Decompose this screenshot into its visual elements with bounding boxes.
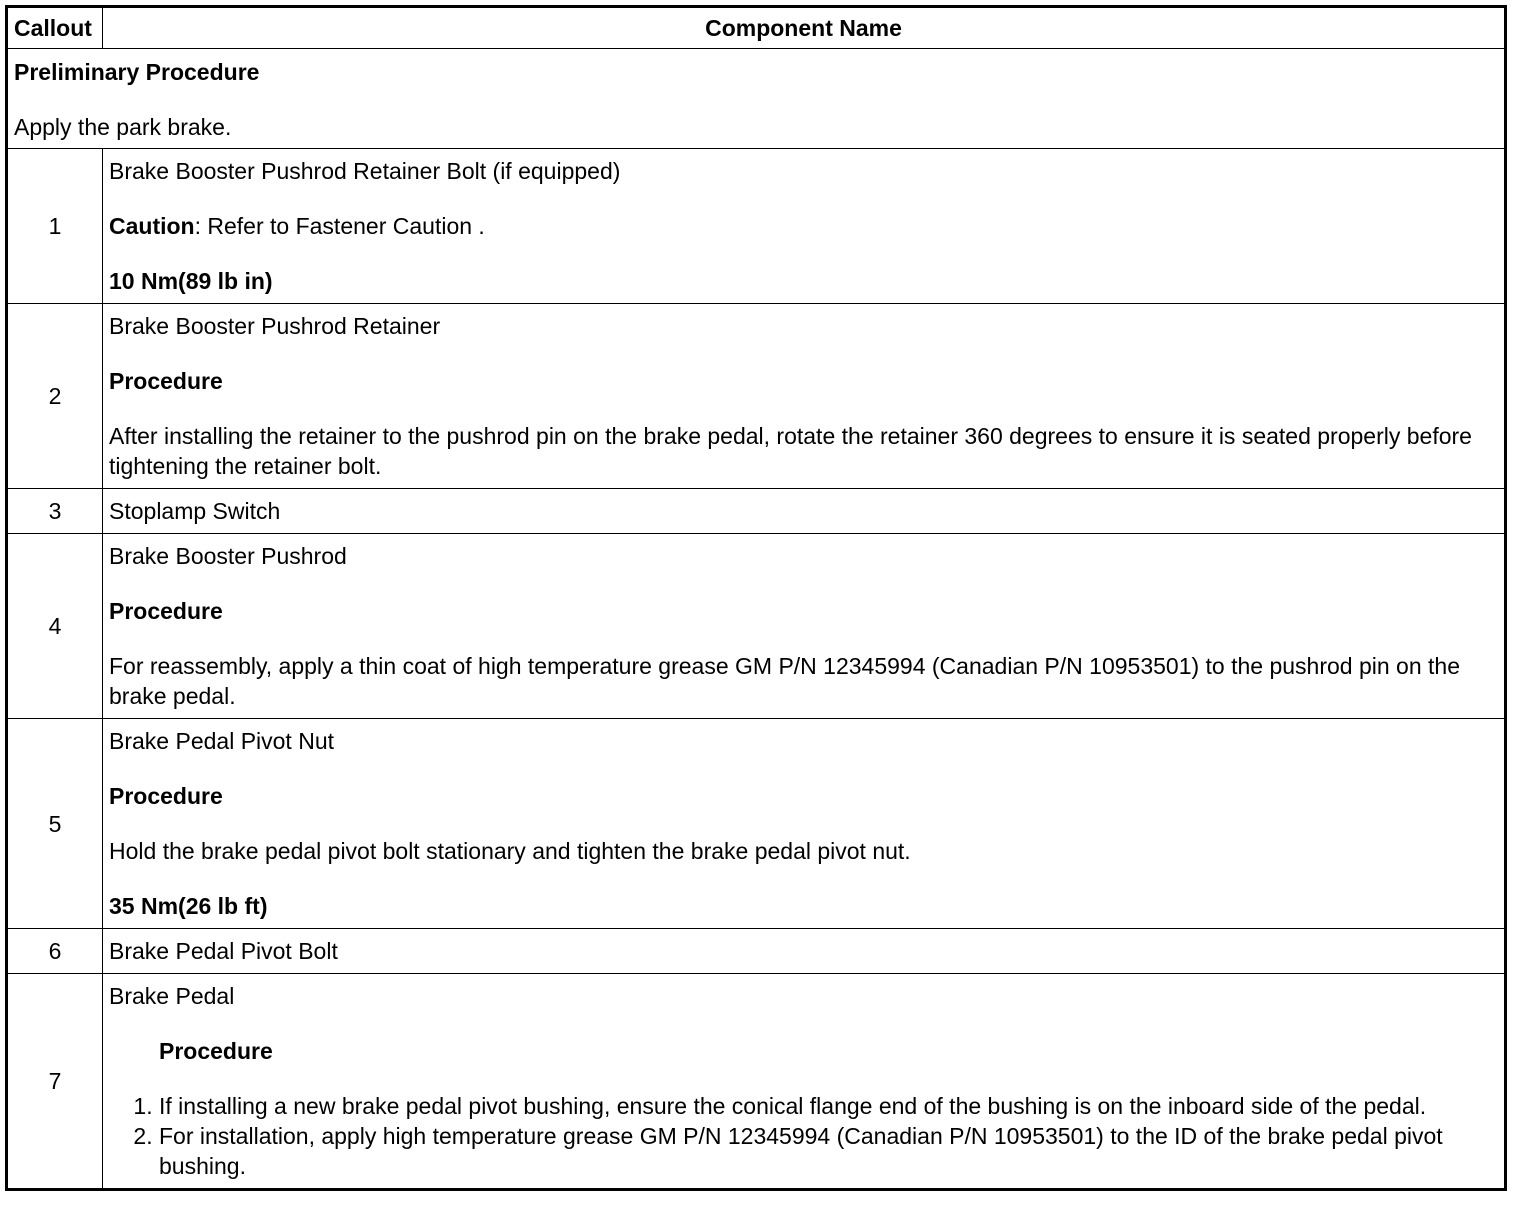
component-cell [103,304,1506,489]
table-row [7,534,1506,719]
component-name: Brake Booster Pushrod Retainer Bolt (if equipped) [109,158,621,184]
caution-text: : Refer to Fastener Caution . [194,213,485,239]
table-row [7,929,1506,974]
procedure-step: 2. For installation, apply high temperature grease GM P/N 12345994 (Canadian P/N 10953501) to the ID of the brake pedal pivot bushing. [159,1121,1498,1181]
preliminary-title: Preliminary Procedure [14,59,260,85]
component-cell [103,149,1506,304]
component-table [5,5,1507,1191]
callout-number: 6 [7,929,103,974]
callout-number: 5 [7,719,103,929]
table-row [7,304,1506,489]
procedure-text: For reassembly, apply a thin coat of high temperature grease GM P/N 12345994 (Canadian P/N 10953501) to the pushrod pin on the brake pedal. [109,653,1461,709]
preliminary-text: Apply the park brake. [14,114,232,140]
component-cell [103,974,1506,1190]
component-table-wrapper [5,5,1507,1191]
procedure-label: Procedure [159,1038,273,1064]
table-row [7,149,1506,304]
callout-number: 7 [7,974,103,1190]
callout-column-header: Callout [7,7,103,49]
torque-spec: 10 Nm(89 lb in) [109,268,273,294]
preliminary-cell [7,49,1506,149]
callout-number: 1 [7,149,103,304]
procedure-steps [109,1091,1498,1181]
table-row [7,489,1506,534]
callout-number: 3 [7,489,103,534]
procedure-step: 1. If installing a new brake pedal pivot bushing, ensure the conical flange end of the bushing is on the inboard side of the pedal. [159,1091,1498,1121]
caution-label: Caution [109,213,195,239]
component-cell [103,534,1506,719]
component-cell [103,929,1506,974]
table-row [7,974,1506,1190]
caution-line [109,211,1498,241]
component-name: Stoplamp Switch [109,498,281,524]
procedure-label: Procedure [109,598,223,624]
table-row [7,719,1506,929]
table-header-row [7,7,1506,49]
procedure-label: Procedure [109,368,223,394]
component-name-column-header: Component Name [103,7,1506,49]
callout-number: 4 [7,534,103,719]
procedure-text: Hold the brake pedal pivot bolt stationary and tighten the brake pedal pivot nut. [109,838,911,864]
callout-number: 2 [7,304,103,489]
component-name: Brake Pedal Pivot Bolt [109,938,338,964]
component-cell [103,719,1506,929]
component-name: Brake Pedal [109,983,235,1009]
preliminary-row [7,49,1506,149]
component-cell [103,489,1506,534]
torque-spec: 35 Nm(26 lb ft) [109,893,268,919]
component-name: Brake Pedal Pivot Nut [109,728,335,754]
procedure-text: After installing the retainer to the pushrod pin on the brake pedal, rotate the retainer 360 degrees to ensure it is seated properly before tightening the retainer bolt. [109,423,1472,479]
component-name: Brake Booster Pushrod [109,543,347,569]
procedure-label: Procedure [109,783,223,809]
component-name: Brake Booster Pushrod Retainer [109,313,441,339]
